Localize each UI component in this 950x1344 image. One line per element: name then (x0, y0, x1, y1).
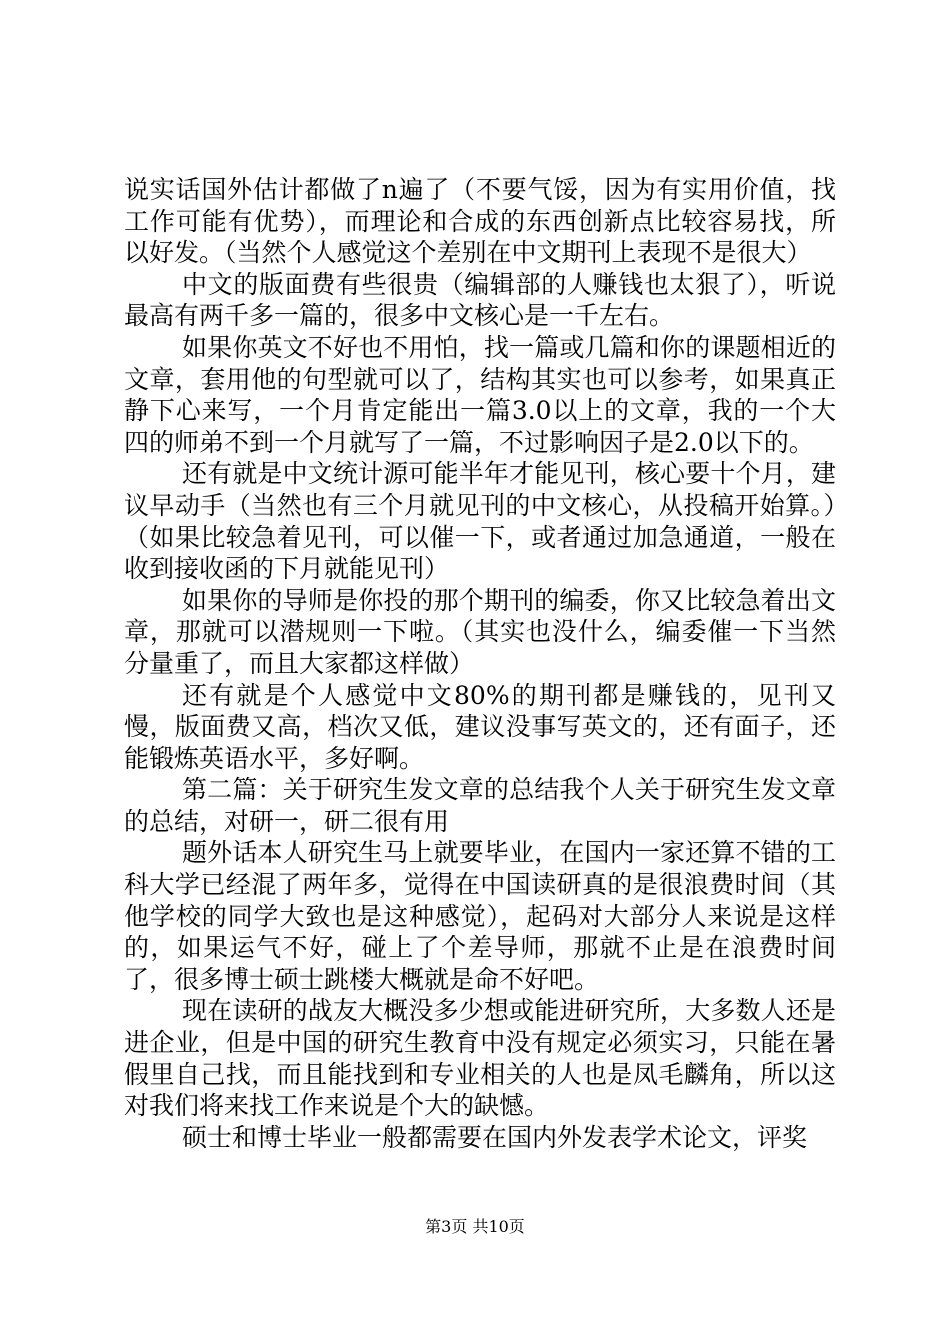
paragraph: 中文的版面费有些很贵（编辑部的人赚钱也太狠了），听说最高有两千多一篇的，很多中文核心是一千左右。 (124, 269, 836, 331)
paragraph: 如果你的导师是你投的那个期刊的编委，你又比较急着出文章，那就可以潜规则一下啦。（其实也没什么，编委催一下当然分量重了，而且大家都这样做） (124, 585, 836, 678)
paragraph: 现在读研的战友大概没多少想或能进研究所，大多数人还是进企业，但是中国的研究生教育中没有规定必须实习，只能在暑假里自己找，而且能找到和专业相关的人也是凤毛麟角，所以这对我们将来找工作来说是个大的缺憾。 (124, 996, 836, 1121)
document-body (124, 174, 836, 1153)
paragraph-continued: 说实话国外估计都做了n遍了（不要气馁，因为有实用价值，找工作可能有优势），而理论和合成的东西创新点比较容易找，所以好发。（当然个人感觉这个差别在中文期刊上表现不是很大） (124, 175, 836, 268)
paragraph: 如果你英文不好也不用怕，找一篇或几篇和你的课题相近的文章，套用他的句型就可以了，结构其实也可以参考，如果真正静下心来写，一个月肯定能出一篇3.0以上的文章，我的一个大四的师弟不到一个月就写了一篇，不过影响因子是2.0以下的。 (124, 332, 836, 457)
paragraph: 还有就是个人感觉中文80%的期刊都是赚钱的，见刊又慢，版面费又高，档次又低，建议没事写英文的，还有面子，还能锻炼英语水平，多好啊。 (124, 680, 836, 773)
page-number-footer: 第3页 共10页 (425, 1217, 525, 1236)
paragraph: 还有就是中文统计源可能半年才能见刊，核心要十个月，建议早动手（当然也有三个月就见刊的中文核心，从投稿开始算。）（如果比较急着见刊，可以催一下，或者通过加急通道，一般在收到接收函的下月就能见刊） (124, 459, 836, 584)
paragraph: 硕士和博士毕业一般都需要在国内外发表学术论文，评奖 (182, 1122, 808, 1152)
section-heading-paragraph: 第二篇：关于研究生发文章的总结我个人关于研究生发文章的总结，对研一，研二很有用 (124, 775, 836, 836)
paragraph: 题外话本人研究生马上就要毕业，在国内一家还算不错的工科大学已经混了两年多，觉得在中国读研真的是很浪费时间（其他学校的同学大致也是这种感觉），起码对大部分人来说是这样的，如果运气不好，碰上了个差导师，那就不止是在浪费时间了，很多博士硕士跳楼大概就是命不好吧。 (124, 838, 836, 994)
